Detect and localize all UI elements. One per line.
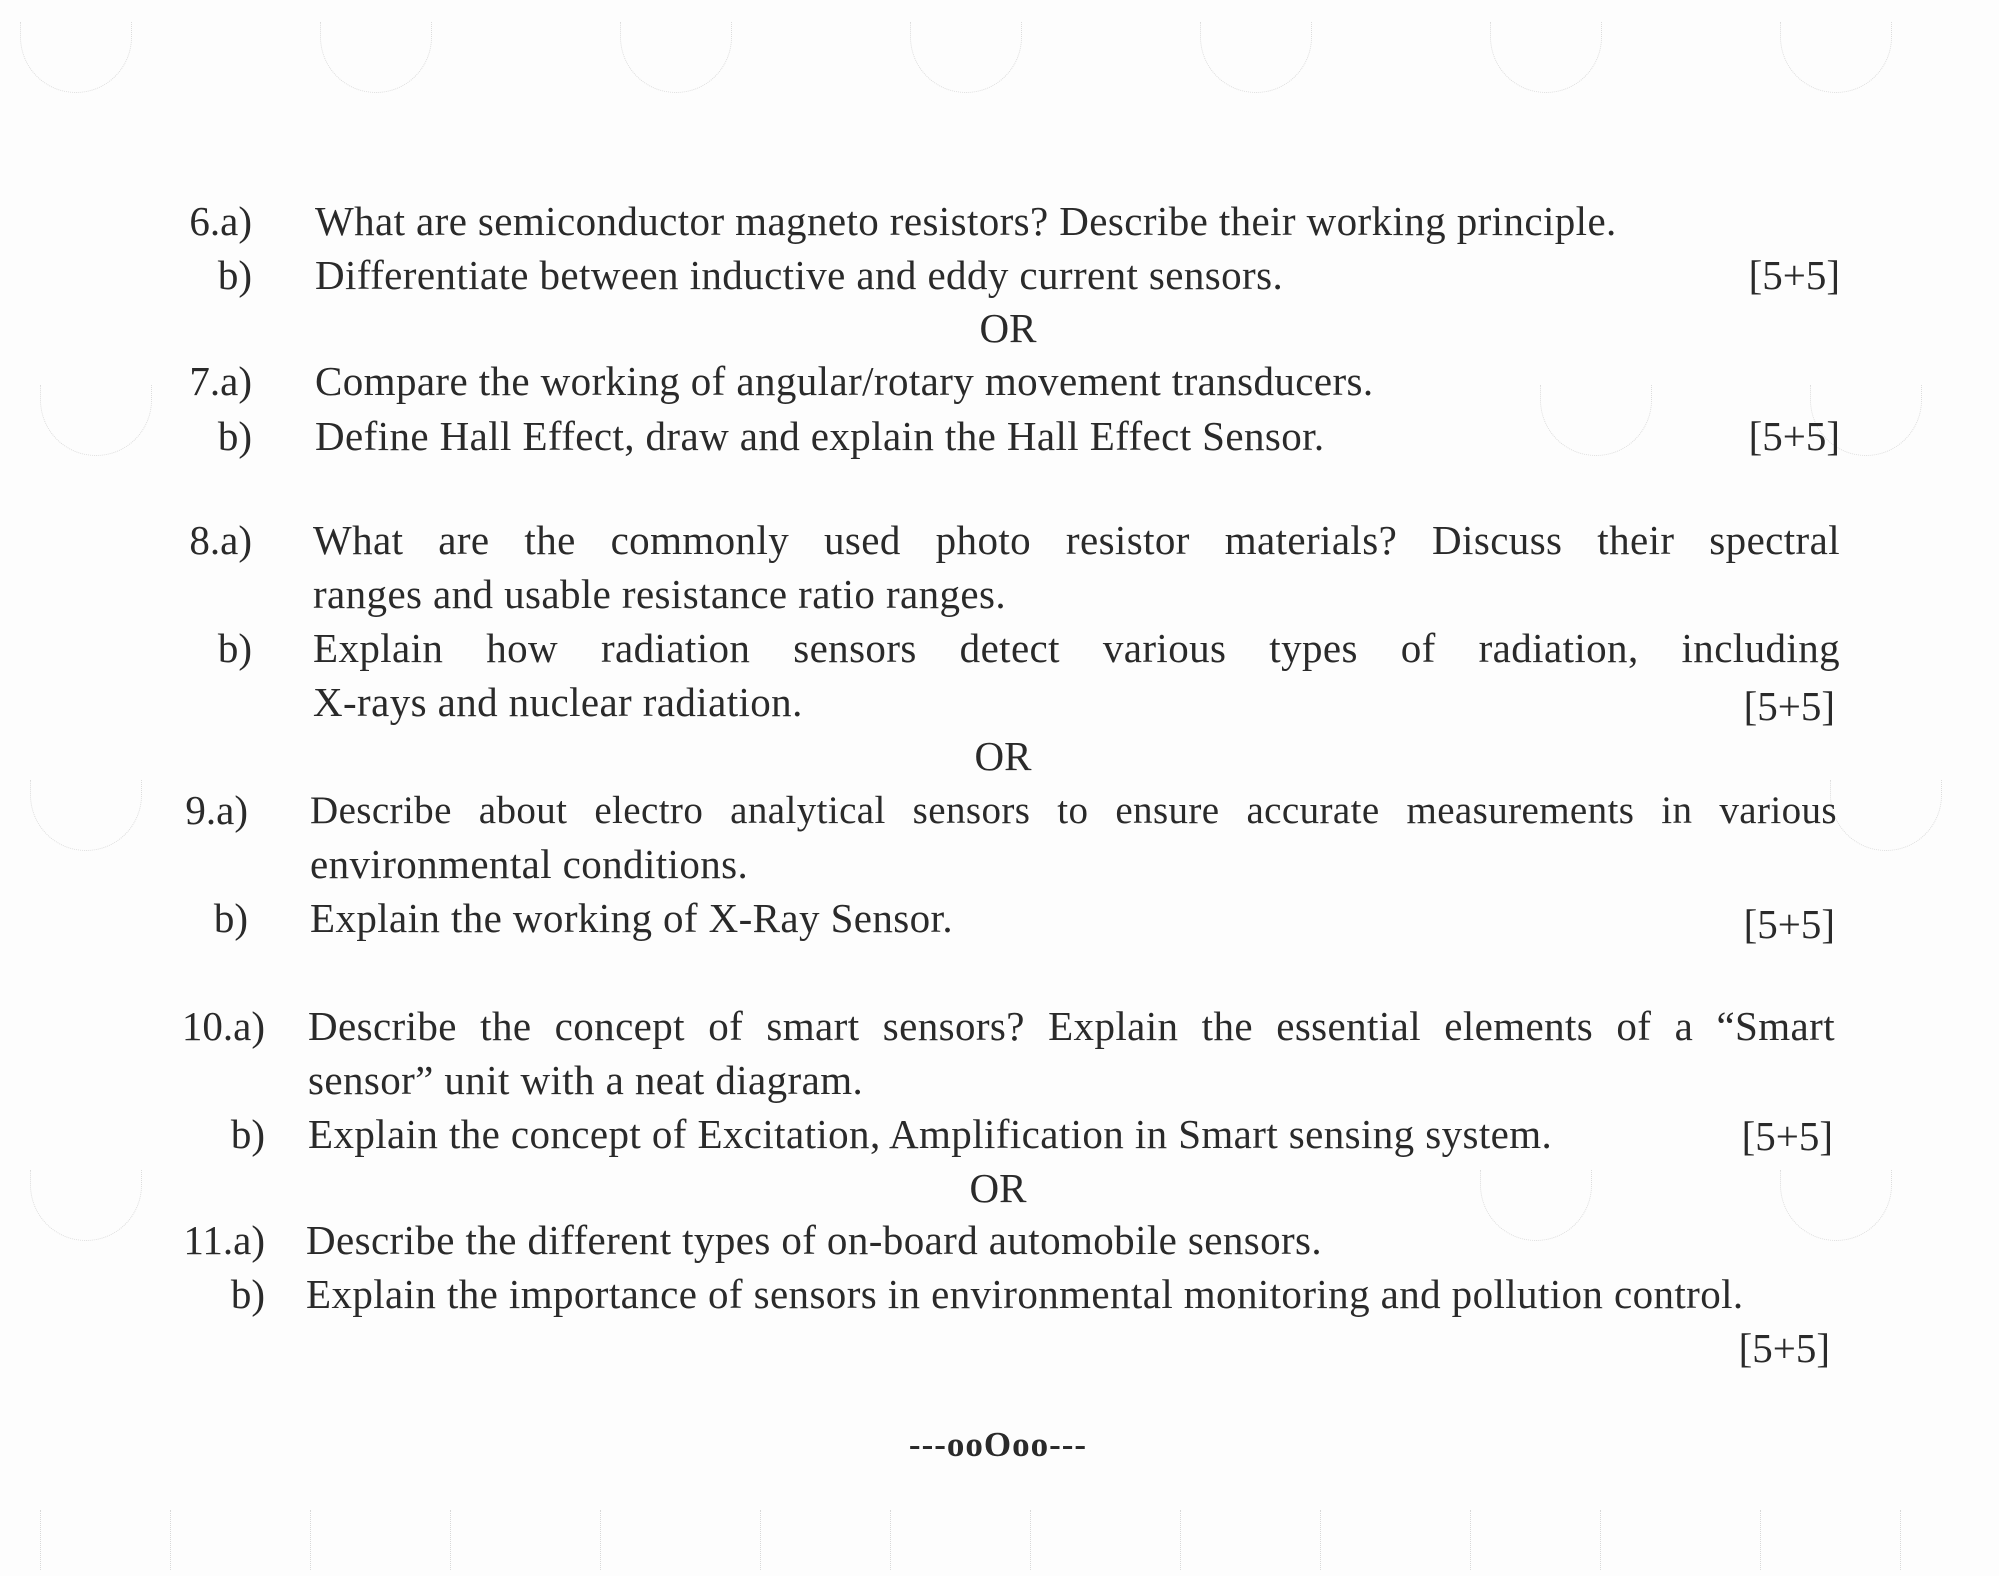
question-text: What are semiconductor magneto resistors? Describe their working principle. bbox=[315, 198, 1617, 244]
question-text: Describe about electro analytical sensors to ensure accurate measurements in various bbox=[310, 789, 1837, 832]
marks-label: [5+5] bbox=[1743, 683, 1835, 729]
question-text: environmental conditions. bbox=[310, 841, 749, 887]
question-part-label: b) bbox=[213, 895, 248, 941]
or-separator: OR bbox=[974, 733, 1032, 779]
question-part-label: b) bbox=[217, 252, 252, 298]
question-number: 11.a) bbox=[183, 1217, 265, 1263]
marks-label: [5+5] bbox=[1738, 1325, 1830, 1371]
or-separator: OR bbox=[979, 305, 1037, 351]
marks-label: [5+5] bbox=[1741, 1113, 1833, 1159]
question-text: Explain how radiation sensors detect various types of radiation, including bbox=[313, 625, 1840, 671]
question-part-label: b) bbox=[217, 413, 252, 459]
question-number: 8.a) bbox=[189, 517, 252, 563]
question-text: Describe the different types of on-board automobile sensors. bbox=[306, 1217, 1323, 1263]
question-text: What are the commonly used photo resistor materials? Discuss their spectral bbox=[313, 517, 1840, 563]
marks-label: [5+5] bbox=[1743, 901, 1835, 947]
question-text: Describe the concept of smart sensors? Explain the essential elements of a “Smart bbox=[308, 1003, 1835, 1049]
question-text: sensor” unit with a neat diagram. bbox=[308, 1057, 864, 1103]
question-part-label: b) bbox=[230, 1111, 265, 1157]
question-number: 6.a) bbox=[189, 198, 252, 244]
question-number: 10.a) bbox=[181, 1003, 265, 1049]
question-text: X-rays and nuclear radiation. bbox=[313, 679, 803, 725]
or-separator: OR bbox=[969, 1165, 1027, 1211]
marks-label: [5+5] bbox=[1748, 252, 1840, 298]
question-part-label: b) bbox=[217, 625, 252, 671]
marks-label: [5+5] bbox=[1748, 413, 1840, 459]
question-text: Explain the working of X-Ray Sensor. bbox=[310, 895, 953, 941]
question-text: Define Hall Effect, draw and explain the Hall Effect Sensor. bbox=[315, 413, 1325, 459]
question-text: Compare the working of angular/rotary movement transducers. bbox=[315, 358, 1374, 404]
question-text: Explain the importance of sensors in environmental monitoring and pollution control. bbox=[306, 1271, 1744, 1317]
end-of-paper-mark: ---ooOoo--- bbox=[908, 1425, 1088, 1464]
question-part-label: b) bbox=[230, 1271, 265, 1317]
question-number: 9.a) bbox=[185, 787, 248, 833]
question-text: Explain the concept of Excitation, Amplification in Smart sensing system. bbox=[308, 1111, 1553, 1157]
question-text: ranges and usable resistance ratio ranges. bbox=[313, 571, 1007, 617]
question-text: Differentiate between inductive and eddy current sensors. bbox=[315, 252, 1284, 298]
question-number: 7.a) bbox=[189, 358, 252, 404]
